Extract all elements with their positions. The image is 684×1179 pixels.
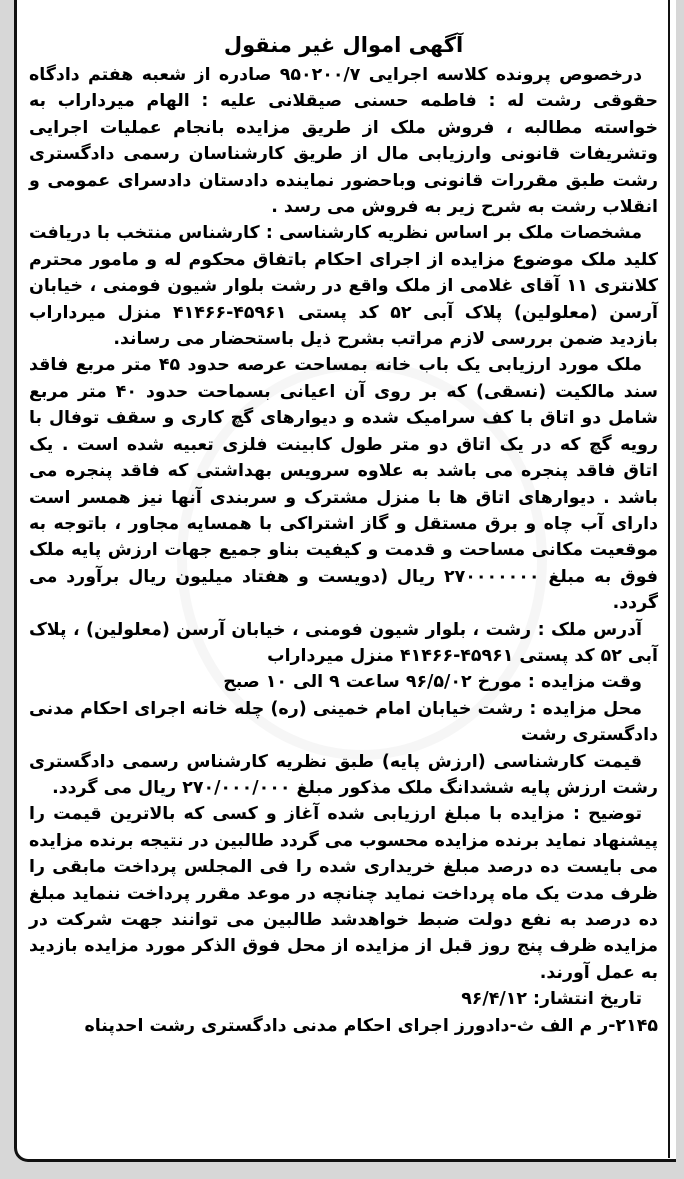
auction-location: محل مزایده : رشت خیابان امام خمینی (ره) چله خانه اجرای احکام مدنی دادگستری رشت xyxy=(29,698,658,746)
terms-paragraph: توضیح : مزایده با مبلغ ارزیابی شده آغاز و کسی که بالاترین قیمت را پیشنهاد نماید برنده مزایده محسوب می گردد طالبین در نتیجه برنده مزایده می بایست ده درصد مبلغ خریداری شده را فی المجلس پرداخت مابقی را ظرف مدت یک ماه پرداخت نماید چنانچه در موعد مقرر پرداخت ننماید مبلغ ده درصد به نفع دولت ضبط خواهدشد طالبین می توانند جهت شرکت در مزایده ظرف پنج روز قبل از مزایده از محل فوق الذکر مورد مزایده بازدید به عمل آورند. xyxy=(29,804,658,983)
publish-date: تاریخ انتشار: ۹۶/۴/۱۲ xyxy=(461,989,642,1010)
property-address: آدرس ملک : رشت ، بلوار شیون فومنی ، خیابان آرسن (معلولین) ، پلاک آبی ۵۲ کد پستی ۴۵۹۶۱-۴۱۴۶۶ منزل میرداراب xyxy=(29,619,658,666)
notice-page xyxy=(14,0,676,1162)
intro-paragraph: درخصوص پرونده کلاسه اجرایی ۹۵۰۲۰۰/۷ صادره از شعبه هفتم دادگاه حقوقی رشت له : فاطمه حسنی صیقلانی علیه : الهام میرداراب به خواسته مطالبه ، فروش ملک از طریق مزایده بانجام عملیات اجرایی وتشریفات قانونی وارزیابی مال از طریق کارشناسان رسمی دادگستری رشت طبق مقررات قانونی وباحضور نماینده دادستان دادسرای عمومی و انقلاب رشت به شرح زیر به فروش می رسد . xyxy=(29,65,658,218)
notice-title: آگهی اموال غیر منقول xyxy=(223,33,464,57)
property-specs-paragraph: مشخصات ملک بر اساس نظریه کارشناسی : کارشناس منتخب با دریافت کلید ملک موضوع مزایده از اجرای احکام باتفاق محکوم له و مامور محترم کلانتری ۱۱ آقای غلامی از ملک واقع در رشت بلوار شیون فومنی ، خیابان آرسن (معلولین) پلاک آبی ۵۲ کد پستی ۴۵۹۶۱-۴۱۴۶۶ منزل میرداراب بازدید ضمن بررسی لازم مراتب بشرح ذیل باستحضار می رساند. xyxy=(29,223,658,350)
notice-footer: ۲۱۴۵-ر م الف ث-دادورز اجرای احکام مدنی دادگستری رشت احدپناه xyxy=(84,1015,658,1036)
base-price-paragraph: قیمت کارشناسی (ارزش پایه) طبق نظریه کارشناس رسمی دادگستری رشت ارزش پایه ششدانگ ملک مذکور مبلغ ۲۷۰/۰۰۰/۰۰۰ ریال می گردد. xyxy=(29,751,658,798)
auction-time: وقت مزایده : مورخ ۹۶/۵/۰۲ ساعت ۹ الی ۱۰ صبح xyxy=(223,672,642,693)
property-description-paragraph: ملک مورد ارزیابی یک باب خانه بمساحت عرصه حدود ۴۵ متر مربع فاقد سند مالکیت (نسقی) که بر روی آن اعیانی بسماحت حدود ۴۰ متر مربع شامل دو اتاق با کف سرامیک شده و دیوارهای گچ کاری و سقف توفال با رویه گچ که در یک اتاق دو متر طول کابینت فلزی تعبیه شده است . یک اتاق فاقد پنجره می باشد به علاوه سرویس بهداشتی که فاقد پنجره می باشد . دیوارهای اتاق ها با منزل مشترک و سربندی آنها نیز همسر است دارای آب چاه و برق مستقل و گاز اشتراکی با همسایه مجاور ، باتوجه به موقعیت مکانی مساحت و قدمت و کیفیت بناو جمیع جهات ارزش پایه ملک فوق به مبلغ ۲۷۰۰۰۰۰۰۰ ریال (دویست و هفتاد میلیون ریال برآورد می گردد. xyxy=(29,355,658,614)
notice-content xyxy=(29,30,658,1039)
border-rule xyxy=(668,0,670,1158)
